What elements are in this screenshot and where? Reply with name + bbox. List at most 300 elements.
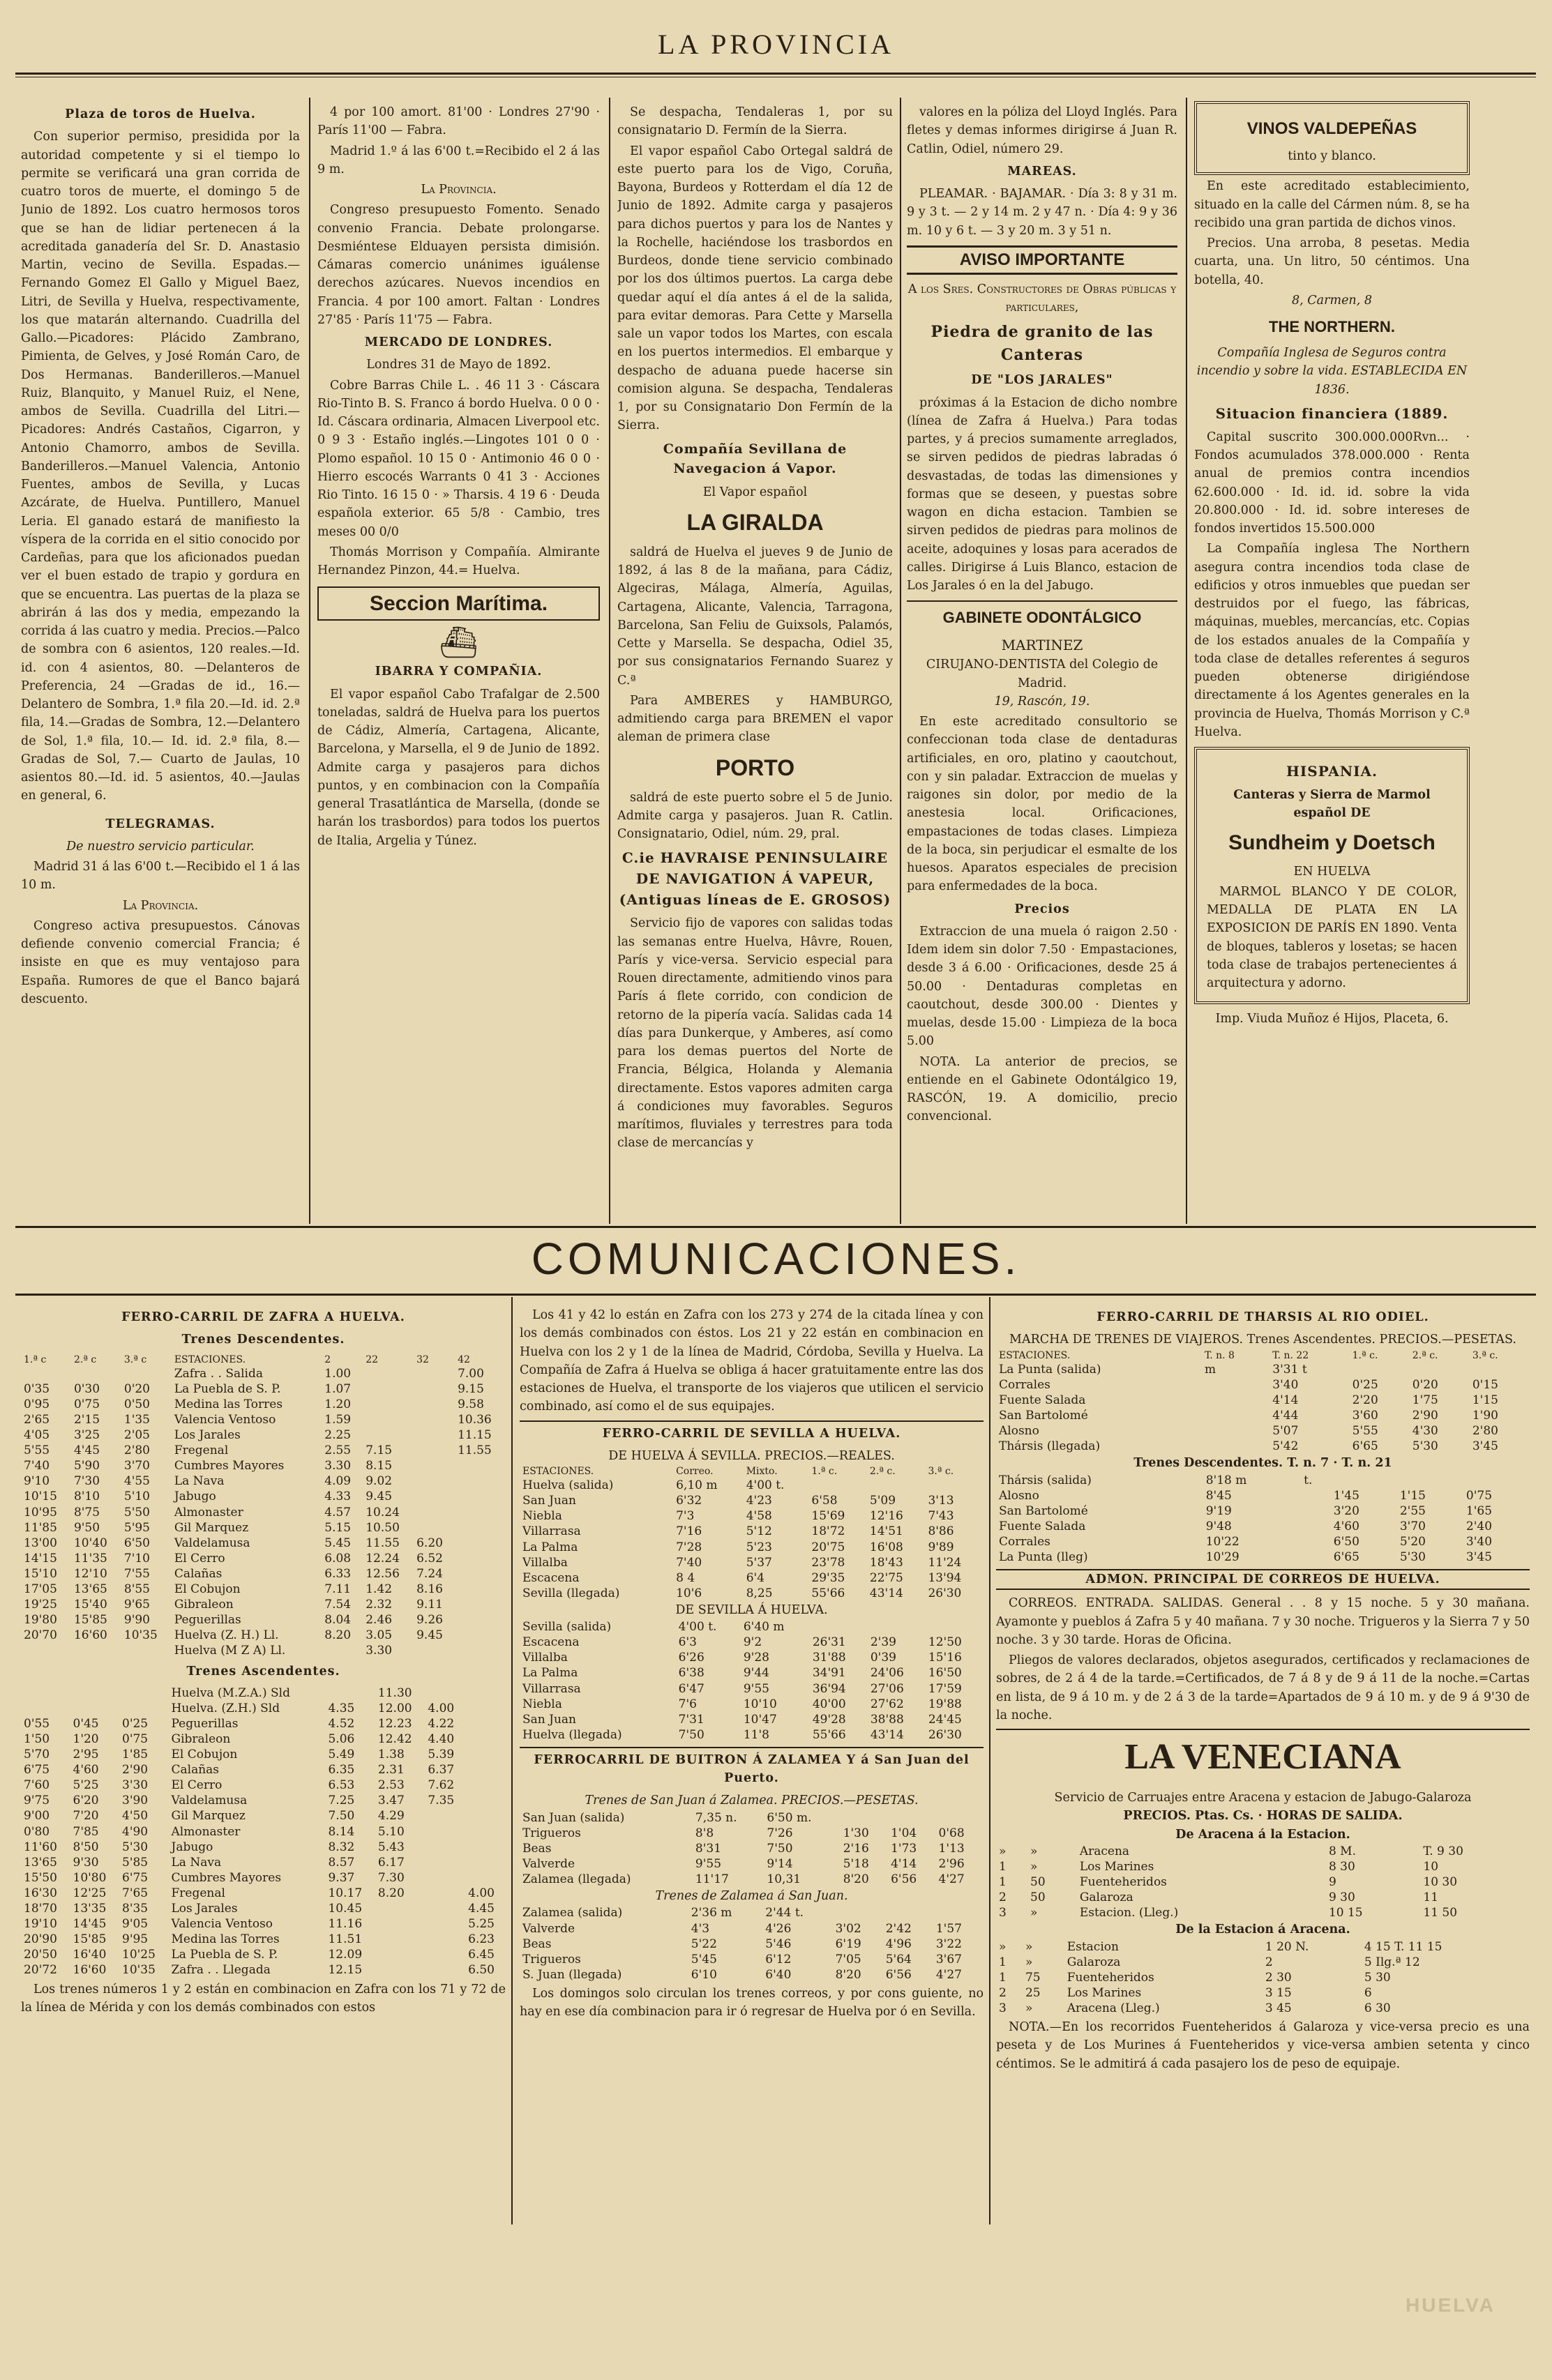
- table-cell: »: [1025, 1955, 1033, 1969]
- table-cell: Beas: [522, 1841, 552, 1856]
- table-row: [520, 1555, 984, 1570]
- table-cell: 10'95: [24, 1505, 57, 1519]
- table-cell: Escacena: [522, 1570, 580, 1585]
- table-cell: 3'60: [1352, 1408, 1378, 1423]
- table-cell: 43'14: [870, 1727, 904, 1742]
- table-cell: 6.45: [468, 1948, 495, 1962]
- table-cell: 1'04: [891, 1826, 917, 1840]
- table-row: [21, 1778, 506, 1793]
- table-cell: Sevilla (llegada): [522, 1586, 620, 1600]
- table-cell: 7'40: [676, 1555, 702, 1570]
- table-cell: [808, 1478, 867, 1493]
- table-header-cell: 22: [366, 1354, 379, 1365]
- precios-text: Extraccion de una muela ó raigon 2.50 · Idem idem sin dolor 7.50 · Empastaciones, desde 3 á 6.00 · Orificaciones, desde 25 á 50.00 · Dentaduras completas en caoutchout, desde 300.00 · Dientes y muelas, desde 15.00 · Limpieza de la boca 5.00: [907, 924, 1177, 1049]
- table-cell: 6'75: [122, 1870, 149, 1885]
- table-cell: Cumbres Mayores: [174, 1459, 285, 1473]
- table-cell: 5.10: [377, 1824, 405, 1839]
- table-cell: 11.55: [366, 1536, 400, 1550]
- table-cell: 1'75: [1412, 1393, 1438, 1407]
- table-cell: Niebla: [522, 1697, 562, 1711]
- table-cell: 4'27: [935, 1967, 962, 1982]
- table-cell: 6.08: [324, 1551, 352, 1566]
- table-cell: [936, 1810, 984, 1826]
- table-cell: 8 4: [676, 1570, 695, 1585]
- table-cell: 10'15: [24, 1490, 57, 1504]
- table-cell: 17'05: [24, 1582, 57, 1596]
- table-cell: 8.15: [366, 1459, 393, 1473]
- gabinete-text: En este acreditado consultorio se confeccionan toda clase de dentaduras artificiales, en oro, platino y caoutchout, con y sin paladar. Extraccion de muelas y raigones sin dolor, por medio de la anestesia local. Orificaciones, empastaciones de todas clases. Limpieza de la boca, sin perjudicar el esmalte de los huesos. Aparatos especiales de precision para enfermedades de la boca.: [907, 715, 1177, 894]
- table-cell: 6'10: [691, 1967, 717, 1982]
- table-row: [21, 1381, 506, 1397]
- table-cell: 1: [999, 1859, 1007, 1874]
- table-row: [996, 1377, 1530, 1393]
- table-row: [520, 1872, 984, 1887]
- table-cell: [1397, 1473, 1463, 1488]
- table-cell: 10: [1423, 1859, 1439, 1874]
- table-cell: 12.23: [377, 1716, 412, 1731]
- table-cell: 4.35: [328, 1701, 355, 1715]
- table-cell: [414, 1427, 455, 1443]
- table-cell: [1470, 1362, 1530, 1377]
- table-row: [21, 1855, 506, 1870]
- table-cell: 1.38: [377, 1748, 405, 1762]
- table-cell: 6'65: [1352, 1439, 1378, 1454]
- table-row: [21, 1731, 506, 1747]
- table-row: [996, 1534, 1530, 1549]
- canteras-title: Piedra de granito de las Canteras: [931, 323, 1154, 365]
- table-cell: 16'30: [24, 1886, 57, 1900]
- table-cell: [375, 1947, 425, 1962]
- table-cell: 4.45: [468, 1902, 495, 1916]
- table-cell: 75: [1025, 1970, 1041, 1985]
- table-cell: »: [1030, 1844, 1038, 1858]
- table-cell: 11.16: [328, 1917, 363, 1932]
- table-cell: 10'22: [1205, 1534, 1240, 1549]
- table-cell: 1.00: [324, 1366, 352, 1381]
- hispania-sub: Canteras y Sierra de Marmol español DE: [1233, 788, 1431, 821]
- table-cell: »: [1030, 1906, 1038, 1920]
- table-cell: [933, 1905, 984, 1920]
- table-cell: 8'20: [835, 1967, 861, 1982]
- table-row: [996, 1549, 1530, 1565]
- table-cell: [1301, 1503, 1331, 1519]
- table-row: [21, 1716, 506, 1731]
- table-cell: 1'45: [1333, 1488, 1359, 1503]
- table-cell: 9'50: [73, 1520, 100, 1535]
- table-cell: El Cerro: [171, 1778, 223, 1793]
- table-cell: 11.30: [377, 1685, 412, 1700]
- table-cell: 50: [1030, 1890, 1046, 1905]
- table-cell: [119, 1685, 169, 1701]
- table-cell: Corrales: [999, 1534, 1050, 1549]
- table-cell: 5.39: [428, 1748, 455, 1762]
- table-cell: 1'13: [938, 1841, 965, 1856]
- table-cell: 8'10: [73, 1490, 100, 1504]
- table-cell: 3 45: [1265, 2001, 1292, 2015]
- table-cell: [425, 1932, 465, 1947]
- table-cell: Jabugo: [174, 1490, 216, 1504]
- table-row: [21, 1824, 506, 1840]
- table-cell: 6'12: [765, 1952, 792, 1966]
- table-cell: 8'31: [695, 1841, 722, 1856]
- table-row: [996, 1439, 1530, 1454]
- table-cell: [414, 1643, 455, 1658]
- table-cell: Zafra . . Salida: [174, 1366, 264, 1381]
- table-cell: La Palma: [522, 1666, 578, 1681]
- table-cell: »: [999, 1844, 1007, 1858]
- table-cell: 8.04: [324, 1613, 352, 1628]
- table-cell: 3'30: [122, 1778, 149, 1793]
- rascon-address: 19, Rascón, 19.: [994, 694, 1090, 708]
- table-row: [520, 1524, 984, 1539]
- table-cell: [425, 1947, 465, 1962]
- table-row: [996, 1905, 1530, 1920]
- table-cell: 2'15: [73, 1412, 100, 1427]
- column-2: [317, 101, 600, 1224]
- table-row: [21, 1793, 506, 1808]
- table-header-cell: 3.ª c.: [928, 1466, 954, 1477]
- table-cell: 16'40: [73, 1948, 107, 1962]
- table-cell: Zalamea (llegada): [522, 1872, 631, 1887]
- telegramas-firma: La Provincia.: [122, 898, 199, 913]
- table-cell: 15'16: [928, 1651, 962, 1665]
- table-cell: 27'06: [870, 1681, 904, 1696]
- table-cell: Almonaster: [174, 1505, 243, 1519]
- table-cell: 9'55: [695, 1856, 722, 1871]
- table-cell: 7'05: [835, 1952, 861, 1966]
- table-cell: 7'65: [122, 1886, 149, 1900]
- table-cell: 5'25: [73, 1778, 99, 1793]
- table-row: [520, 1841, 984, 1856]
- table-row: [996, 1955, 1530, 1970]
- table-cell: 4.40: [428, 1732, 455, 1746]
- table-cell: [1202, 1408, 1270, 1423]
- table-cell: Fregenal: [171, 1886, 225, 1900]
- table-row: [520, 1478, 984, 1493]
- table-header-cell: 2: [324, 1354, 331, 1365]
- table-cell: 9'48: [1205, 1519, 1232, 1533]
- table-cell: Aracena: [1079, 1844, 1130, 1858]
- table-cell: 4'50: [122, 1809, 149, 1824]
- table-cell: Gibraleon: [174, 1598, 234, 1612]
- table-cell: Los Jarales: [174, 1428, 241, 1443]
- table-cell: [363, 1397, 414, 1412]
- table-row: [21, 1840, 506, 1855]
- table-cell: 5'70: [24, 1748, 50, 1762]
- table-cell: [1350, 1362, 1410, 1377]
- table-cell: [465, 1747, 506, 1762]
- table-cell: 6'50 m.: [767, 1810, 812, 1825]
- table-cell: Medina las Torres: [171, 1932, 280, 1947]
- telegramas-sub: De nuestro servicio particular.: [66, 839, 255, 854]
- veneciana-head: PRECIOS. Ptas. Cs. · HORAS DE SALIDA.: [1123, 1809, 1403, 1824]
- table-cell: 13'35: [73, 1902, 107, 1916]
- table-cell: 6'26: [678, 1651, 705, 1665]
- table-cell: [455, 1628, 506, 1643]
- table-row: [21, 1701, 506, 1716]
- table-cell: [414, 1412, 455, 1427]
- despacha-text: Se despacha, Tendaleras 1, por su consignatario D. Fermín de la Sierra.: [617, 105, 893, 138]
- table-cell: 9.26: [416, 1613, 443, 1628]
- table-cell: »: [1025, 1939, 1033, 1954]
- vinos-title: VINOS VALDEPEÑAS: [1246, 119, 1417, 138]
- tharsis-table: [996, 1349, 1530, 1455]
- table-cell: 1'50: [24, 1732, 50, 1746]
- table-cell: 10.24: [366, 1505, 400, 1519]
- table-cell: [868, 1619, 926, 1635]
- table-cell: 14'15: [24, 1551, 57, 1566]
- table-row: [21, 1612, 506, 1628]
- table-cell: [1202, 1377, 1270, 1393]
- havraise-text: Servicio fijo de vapores con salidas todas las semanas entre Huelva, Hâvre, Rouen, París y vice-versa. Servicio especial para Rouen directamente, admitiendo vinos para París á flete corrido, con condicion de retorno de la pipería vacía. Salidas cada 14 días para Dunkerque, y Amberes, así como para los demas puertos del Norte de Francia, Bélgica, Holanda y Alemania directamente. Estos vapores admiten carga á condiciones muy favorables. Seguros marítimos, fluviales y terrestres para toda clase de mercancías y: [617, 916, 893, 1151]
- table-cell: [414, 1443, 455, 1458]
- table-cell: [455, 1551, 506, 1566]
- table-cell: Gil Marquez: [174, 1520, 249, 1535]
- table-cell: Zalamea (salida): [522, 1906, 623, 1920]
- table-row: [21, 1427, 506, 1443]
- table-cell: 11.15: [458, 1428, 492, 1443]
- table-header-cell: Correo.: [676, 1466, 714, 1477]
- table-cell: [888, 1810, 935, 1826]
- table-cell: 4 15 T. 11 15: [1364, 1939, 1442, 1954]
- table-cell: 0'25: [122, 1716, 149, 1731]
- situacion-text: Capital suscrito 300.000.000Rvn... · Fondos acumulados 378.000.000 · Renta anual de premios contra incendios 62.600.000 · Id. id. id. sobre la vida 20.800.000 · Id. id. sobre intereses de fondos invertidos 15.500.000: [1194, 430, 1470, 536]
- table-cell: 5'46: [765, 1936, 792, 1951]
- table-cell: Villarrasa: [522, 1681, 581, 1696]
- table-cell: [465, 1731, 506, 1747]
- table-cell: 3'90: [122, 1794, 149, 1808]
- table-header-cell: ESTACIONES.: [174, 1354, 246, 1365]
- table-cell: Zafra . . Llegada: [171, 1963, 271, 1978]
- table-cell: 15'69: [811, 1509, 845, 1524]
- table-cell: 10'29: [1205, 1549, 1240, 1564]
- giralda-text: saldrá de Huelva el jueves 9 de Junio de 1892, á las 8 de la mañana, para Cádiz, Algeciras, Málaga, Almería, Aguilas, Cartagena, Alicante, Valencia, Tarragona, Barcelona, San Feliu de Guixsols, Palamós, Cette y Marsella. Se despacha, Odiel 35, por sus consignatarios Fernando Suarez y C.ª: [617, 545, 893, 688]
- column-divider: [989, 1297, 990, 2224]
- table-cell: 11'8: [743, 1727, 769, 1742]
- table-cell: 16'60: [73, 1963, 107, 1978]
- table-cell: Huelva (Z. H.) Ll.: [174, 1628, 279, 1643]
- buitron-table-2: [520, 1905, 984, 1982]
- tharsis-table-2: [996, 1473, 1530, 1566]
- table-cell: 4'00 t.: [746, 1478, 785, 1493]
- table-cell: 3'67: [935, 1952, 962, 1966]
- table-row: [21, 1566, 506, 1582]
- table-cell: 9'95: [122, 1932, 149, 1947]
- table-cell: Fuenteheridos: [1067, 1970, 1154, 1985]
- table-row: [996, 1874, 1530, 1890]
- table-cell: El Cobujon: [171, 1748, 238, 1762]
- table-cell: [414, 1397, 455, 1412]
- table-cell: [455, 1489, 506, 1504]
- table-cell: 9'28: [743, 1651, 769, 1665]
- porto-title: PORTO: [715, 755, 795, 780]
- table-row: [520, 1727, 984, 1743]
- lloyd-text: valores en la póliza del Lloyd Inglés. Para fletes y demas informes dirigirse á Juan R. Catlin, Odiel, número 29.: [907, 105, 1177, 156]
- northern-text: La Compañía inglesa The Northern asegura contra incendios toda clase de edificios y otros inmuebles que puedan ser destruidos por el fuego, las fábricas, máquinas, muebles, mercancías, etc. Copias de los estados anuales de la Compañía y toda clase de detalles referentes á seguros pueden obtenerse dirigiéndose directamente á los Agentes generales en la provincia de Huelva, Thomás Morrison y C.ª Huelva.: [1194, 542, 1470, 739]
- porto-text: saldrá de este puerto sobre el 5 de Junio. Admite carga y pasajeros. Juan R. Catlin. Consignatario, Odiel, núm. 29, pral.: [617, 790, 893, 841]
- table-cell: 8'18 m: [1205, 1473, 1247, 1487]
- table-cell: 5.06: [328, 1732, 355, 1746]
- madrid-date: Madrid 1.º á las 6'00 t.=Recibido el 2 á las 9 m.: [317, 144, 600, 176]
- table-cell: 9'14: [767, 1856, 793, 1871]
- table-cell: [1202, 1393, 1270, 1408]
- table-cell: [21, 1685, 70, 1701]
- table-cell: [363, 1366, 414, 1381]
- table-cell: 0'20: [1412, 1377, 1438, 1392]
- veneciana-nota: NOTA.—En los recorridos Fuenteheridos á Galaroza y vice-versa precio es una peseta y de Los Murines á Fuenteheridos y vice-versa ambien setenta y cinco céntimos. Se le admitirá á cada pasajero los de peso de equipaje.: [996, 2020, 1530, 2071]
- column-divider: [900, 98, 901, 1224]
- table-cell: [465, 1685, 506, 1701]
- table-cell: 25: [1025, 1985, 1041, 2000]
- table-cell: 5.43: [377, 1840, 405, 1854]
- table-header-cell: 1.ª c.: [811, 1466, 838, 1477]
- table-cell: 2'55: [1399, 1503, 1426, 1518]
- table-cell: Huelva (M Z A) Ll.: [174, 1644, 286, 1658]
- table-cell: 7.50: [328, 1809, 355, 1824]
- table-cell: 1'30: [843, 1826, 869, 1840]
- table-row: [520, 1493, 984, 1508]
- table-cell: 0'75: [73, 1397, 100, 1411]
- table-cell: 9: [1328, 1875, 1336, 1889]
- table-cell: [70, 1701, 120, 1716]
- table-row: [520, 1540, 984, 1555]
- table-row: [996, 2001, 1530, 2016]
- ibarra-title: IBARRA Y COMPAÑIA.: [375, 665, 543, 679]
- table-row: [21, 1886, 506, 1901]
- table-cell: 2'80: [1472, 1424, 1498, 1439]
- table-cell: [883, 1905, 933, 1920]
- table-cell: 1'90: [1472, 1408, 1498, 1423]
- vinos-precios: Precios. Una arroba, 8 pesetas. Media cuarta, una. Un litro, 50 céntimos. Una botella, 40.: [1194, 236, 1470, 287]
- table-cell: 2.25: [324, 1428, 352, 1443]
- table-cell: 6.53: [328, 1778, 355, 1793]
- mercado-title: MERCADO DE LONDRES.: [364, 335, 553, 349]
- table-row: [996, 1844, 1530, 1859]
- table-cell: 4.52: [328, 1716, 355, 1731]
- table-cell: [363, 1412, 414, 1427]
- table-cell: [465, 1701, 506, 1716]
- table-cell: 3'22: [935, 1936, 962, 1951]
- hispania-title: HISPANIA.: [1286, 763, 1378, 780]
- table-cell: 6: [1364, 1985, 1372, 2000]
- table-row: [21, 1932, 506, 1947]
- table-cell: 8.20: [324, 1628, 352, 1643]
- veneciana-d2: De la Estacion á Aracena.: [1175, 1923, 1350, 1937]
- table-cell: 13'65: [24, 1855, 57, 1870]
- table-row: [21, 1520, 506, 1536]
- table-cell: 4'05: [24, 1428, 50, 1443]
- table-cell: 10'35: [123, 1628, 158, 1643]
- table-row: [21, 1747, 506, 1762]
- table-cell: 12'25: [73, 1886, 107, 1900]
- table-cell: 29'35: [811, 1570, 845, 1585]
- table-cell: Cumbres Mayores: [171, 1870, 282, 1885]
- table-cell: 6 30: [1364, 2001, 1391, 2015]
- archive-stamp: HUELVA: [1406, 2294, 1496, 2316]
- table-cell: [425, 1855, 465, 1870]
- table-cell: 9.02: [366, 1474, 393, 1489]
- zafra-foot: Los trenes números 1 y 2 están en combinacion en Zafra con los 71 y 72 de la línea de Mérida y con los demás combinados con estos: [21, 1982, 506, 2015]
- table-cell: Huelva. (Z.H.) Sld: [171, 1701, 280, 1715]
- table-cell: 6'38: [678, 1666, 705, 1681]
- table-cell: 6'50: [123, 1536, 150, 1550]
- table-row: [520, 1665, 984, 1681]
- table-cell: 0'45: [73, 1716, 99, 1731]
- table-cell: 7'6: [678, 1697, 697, 1711]
- table-cell: 4'58: [746, 1509, 772, 1524]
- table-cell: [414, 1381, 455, 1397]
- table-cell: [465, 1870, 506, 1886]
- table-cell: 12'50: [928, 1635, 962, 1650]
- table-cell: 6'40 m: [743, 1620, 785, 1635]
- table-cell: 6'3: [678, 1635, 697, 1650]
- table-cell: Los Marines: [1067, 1985, 1142, 2000]
- table-cell: Villarrasa: [522, 1524, 581, 1539]
- table-cell: 0'75: [1466, 1488, 1493, 1503]
- table-cell: 7'10: [123, 1551, 150, 1566]
- table-row: [996, 1519, 1530, 1534]
- table-cell: 1.20: [324, 1397, 352, 1411]
- table-cell: 5'22: [691, 1936, 717, 1951]
- table-cell: [325, 1685, 375, 1701]
- table-cell: 20'70: [24, 1628, 57, 1643]
- table-cell: 2'80: [123, 1443, 150, 1458]
- table-cell: [1301, 1534, 1331, 1549]
- table-cell: Valencia Ventoso: [171, 1917, 273, 1932]
- table-cell: 1.59: [324, 1412, 352, 1427]
- table-cell: La Puebla de S. P.: [174, 1381, 281, 1396]
- table-cell: 4.00: [428, 1701, 455, 1715]
- table-cell: 1'20: [73, 1732, 99, 1746]
- imprenta: Imp. Viuda Muñoz é Hijos, Placeta, 6.: [1215, 1012, 1449, 1026]
- table-cell: 10.36: [458, 1412, 492, 1427]
- table-cell: La Punta (lleg): [999, 1549, 1088, 1564]
- table-header-cell: 2.ª c.: [869, 1466, 896, 1477]
- table-cell: 7'31: [678, 1712, 705, 1727]
- table-cell: 5.15: [324, 1520, 352, 1535]
- table-cell: 1: [999, 1875, 1007, 1889]
- table-cell: Aracena (Lleg.): [1067, 2001, 1160, 2015]
- table-cell: 6'32: [676, 1494, 702, 1508]
- table-row: [996, 1939, 1530, 1955]
- tharsis-desc: Trenes Descendentes. T. n. 7 · T. n. 21: [1133, 1456, 1392, 1471]
- table-row: [996, 1985, 1530, 2001]
- table-cell: 7'43: [928, 1509, 954, 1524]
- gabinete-title: GABINETE ODONTÁLGICO: [907, 600, 1177, 629]
- table-cell: 4'14: [1272, 1393, 1299, 1407]
- table-cell: [21, 1643, 71, 1658]
- table-cell: 2'40: [1466, 1519, 1493, 1533]
- table-cell: [322, 1643, 363, 1658]
- table-cell: 6.35: [328, 1763, 355, 1778]
- table-cell: 0'20: [123, 1381, 150, 1396]
- table-row: [996, 1503, 1530, 1519]
- table-cell: 2: [999, 1985, 1007, 2000]
- nota-text: NOTA. La anterior de precios, se entiende en el Gabinete Odontálgico 19, RASCÓN, 19. A domicilio, precio convencional.: [907, 1054, 1177, 1124]
- table-cell: 5 Ilg.ª 12: [1364, 1955, 1420, 1969]
- table-cell: Huelva (salida): [522, 1478, 614, 1493]
- table-cell: 10'80: [73, 1870, 107, 1885]
- section-rule: [15, 1226, 1536, 1228]
- table-cell: 16'08: [869, 1540, 903, 1554]
- table-cell: 18'43: [869, 1555, 903, 1570]
- table-cell: 10'40: [73, 1536, 107, 1550]
- table-cell: [425, 1901, 465, 1916]
- table-cell: [455, 1597, 506, 1612]
- table-cell: 3'40: [1466, 1534, 1493, 1549]
- table-cell: 10'47: [743, 1712, 777, 1727]
- correos-title: ADMON. PRINCIPAL DE CORREOS DE HUELVA.: [996, 1569, 1530, 1590]
